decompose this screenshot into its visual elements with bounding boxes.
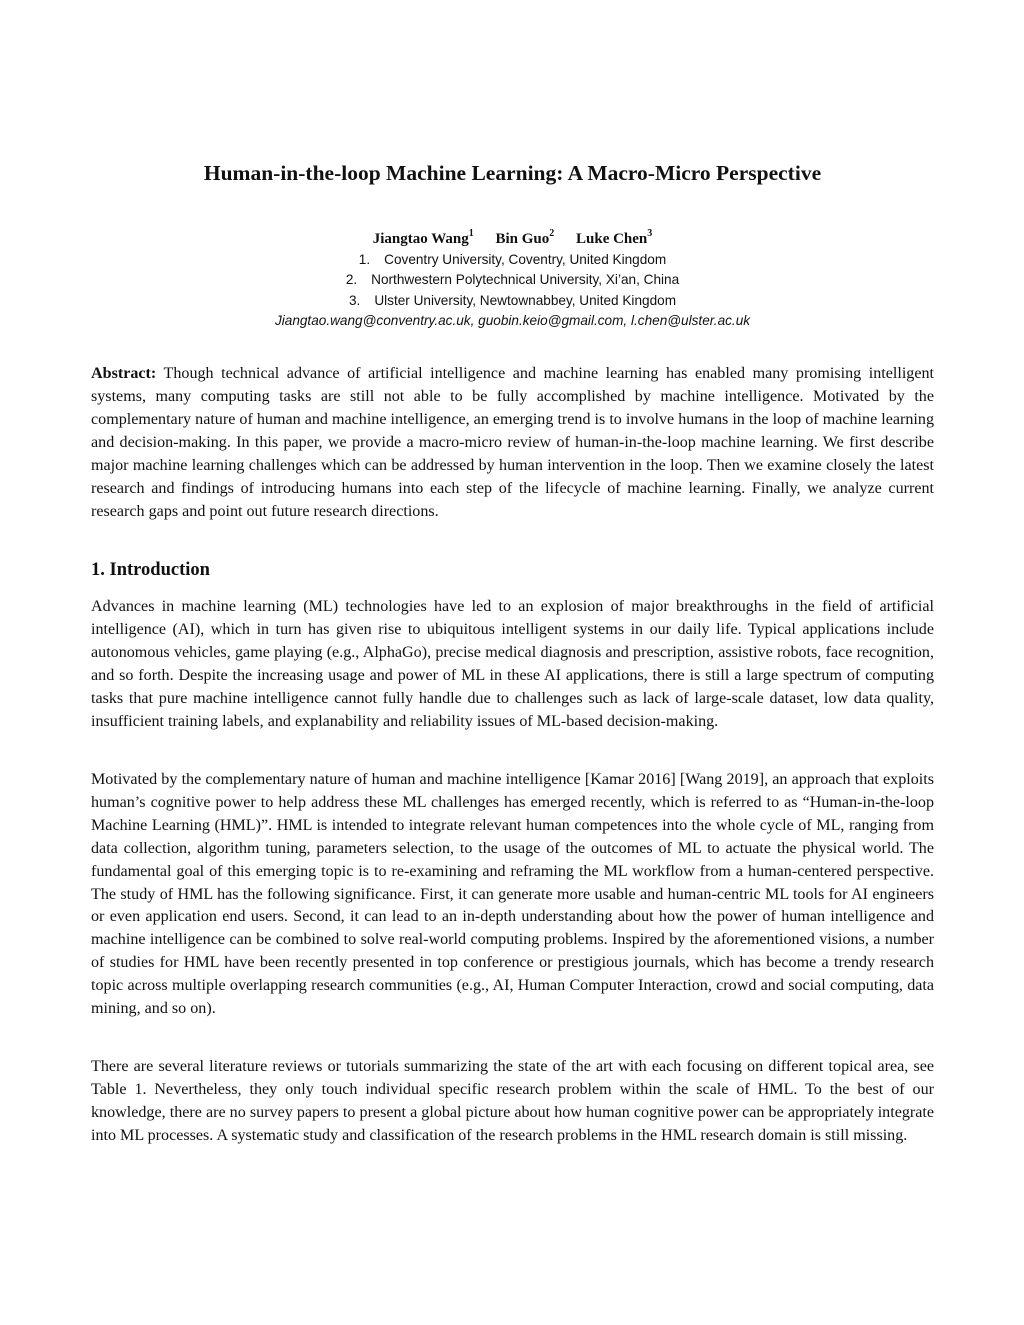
author-name: Bin Guo [495,231,550,247]
author-emails: Jiangtao.wang@conventry.ac.uk, guobin.keio@gmail.com, l.chen@ulster.ac.uk [274,313,751,329]
abstract [91,362,934,523]
abstract-label: Abstract: [91,365,157,382]
affiliation-number: 2. [345,272,358,288]
affiliation-text: Coventry University, Coventry, United Kingdom [384,252,667,267]
author-name: Luke Chen [576,231,648,247]
paper-title: Human-in-the-loop Machine Learning: A Macro-Micro Perspective [203,161,822,185]
author-affil-mark: 2 [549,228,555,239]
author-affil-mark: 3 [647,228,653,239]
intro-paragraph-3: There are several literature reviews or tutorials summarizing the state of the art with each focusing on different topical area, see Table 1. Nevertheless, they only touch individual specific research problem within the scale of HML. To the best of our knowledge, there are no survey papers to present a global picture about how human cognitive power can be appropriately integrate into ML processes. A systematic study and classification of the research problems in the HML research domain is still missing. [91,1058,934,1144]
affiliation-text: Ulster University, Newtownabbey, United Kingdom [374,292,677,308]
intro-paragraph-2: Motivated by the complementary nature of human and machine intelligence [Kamar 2016] [Wang 2019], an approach that exploits human’s cognitive power to help address these ML challenges has emerged recently, which is referred to as “Human-in-the-loop Machine Learning (HML)”. HML is intended to integrate relevant human competences into the whole cycle of ML, ranging from data collection, algorithm tuning, parameters selection, to the usage of the outcomes of ML to actuate the physical world. The fundamental goal of this emerging topic is to re-examining and reframing the ML workflow from a human-centered perspective. The study of HML has the following significance. First, it can generate more usable and human-centric ML tools for AI engineers or even application end users. Second, it can lead to an in-depth understanding about how the power of human intelligence and machine intelligence can be combined to solve real-world computing problems. Inspired by the aforementioned visions, a number of studies for HML have been recently presented in top conference or prestigious journals, which has become a trendy research topic across multiple overlapping research communities (e.g., AI, Human Computer Interaction, crowd and social computing, data mining, and so on). [91,771,934,1018]
author-1 [372,228,474,247]
author-2 [495,228,555,247]
section-heading: 1. Introduction [91,560,210,580]
intro-paragraph-1: Advances in machine learning (ML) technologies have led to an explosion of major breakthroughs in the field of artificial intelligence (AI), which in turn has given rise to ubiquitous intelligent systems in our daily life. Typical applications include autonomous vehicles, game playing (e.g., AlphaGo), precise medical diagnosis and prescription, assistive robots, face recognition, and so forth. Despite the increasing usage and power of ML in these AI applications, there is still a large spectrum of computing tasks that pure machine intelligence cannot fully handle due to challenges such as lack of large-scale dataset, low data quality, insufficient training labels, and explanability and reliability issues of ML-based decision-making. [91,598,934,730]
author-name: Jiangtao Wang [372,231,469,247]
author-affil-mark: 1 [468,228,474,239]
affiliation-text: Northwestern Polytechnical University, Xi’an, China [371,272,680,288]
affiliation-list [91,250,934,332]
affiliation-number: 1. [358,252,371,267]
abstract-text: Though technical advance of artificial intelligence and machine learning has enabled many promising intelligent systems, many computing tasks are still not able to be fully accomplished by machine intelligence. Motivated by the complementary nature of human and machine intelligence, an emerging trend is to involve humans in the loop of machine learning and decision-making. In this paper, we provide a macro-micro review of human-in-the-loop machine learning. We first describe major machine learning challenges which can be addressed by human intervention in the loop. Then we examine closely the latest research and findings of introducing humans into each step of the lifecycle of machine learning. Finally, we analyze current research gaps and point out future research directions. [91,365,934,520]
author-3 [576,228,653,247]
affiliation-number: 3. [348,292,361,308]
affiliation-2 [91,270,934,290]
affiliation-3 [91,291,934,311]
author-list [91,229,934,249]
affiliation-1 [91,250,934,270]
